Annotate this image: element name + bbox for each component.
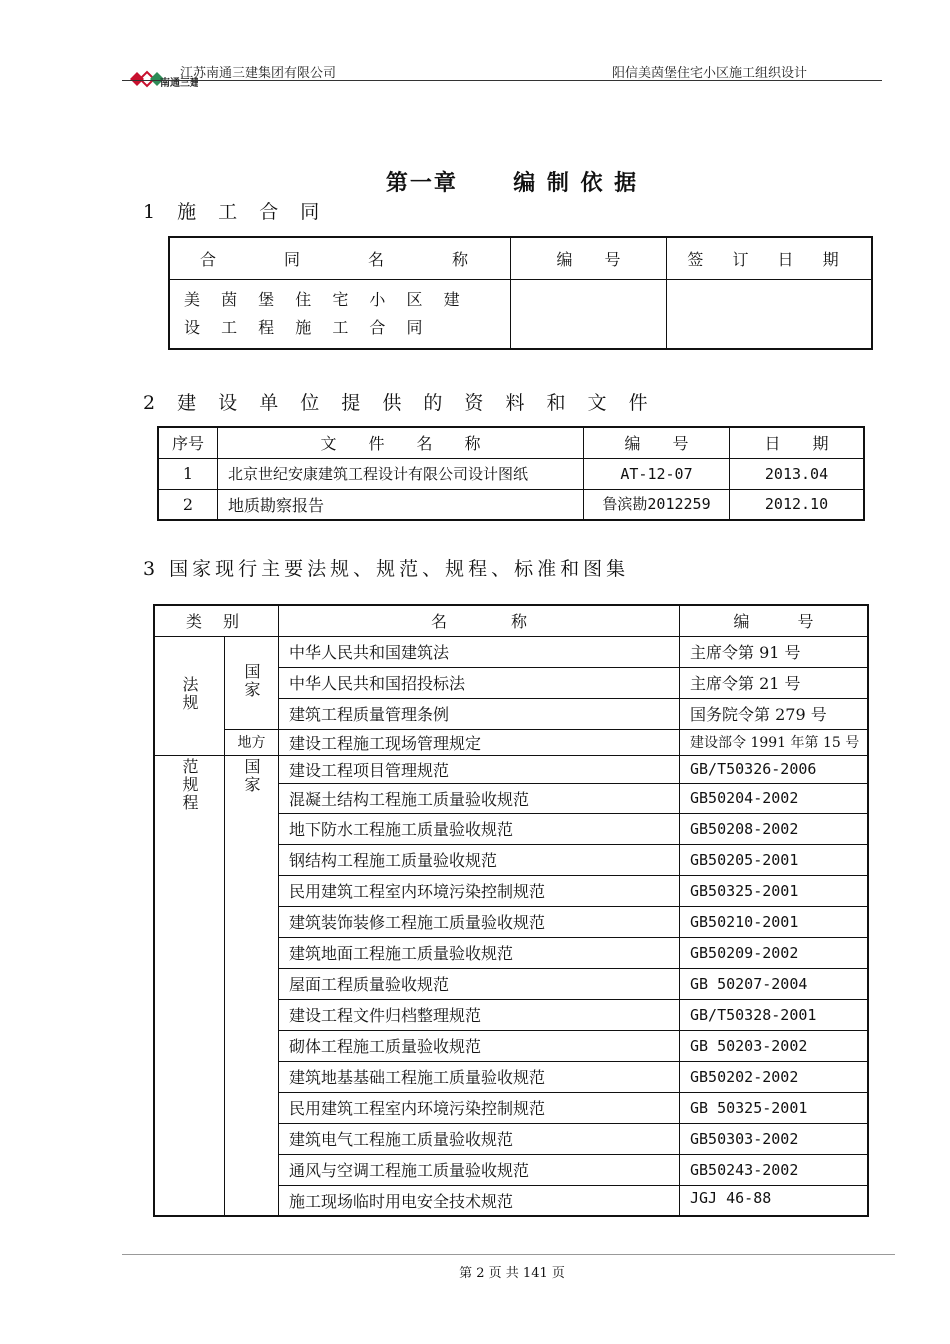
- reg-name: 通风与空调工程施工质量验收规范: [279, 1154, 680, 1185]
- header-cell: 编 号: [511, 237, 667, 279]
- category-law: 法规: [154, 636, 225, 755]
- section-3-title: 3 国家现行主要法规、规范、规程、标准和图集: [143, 558, 630, 580]
- header-cell: 名 称: [279, 605, 680, 636]
- reg-number: GB 50207-2004: [680, 968, 869, 999]
- reg-name: 建设工程施工现场管理规定: [279, 729, 680, 755]
- reg-number: 国务院令第 279 号: [680, 698, 869, 729]
- reg-number: GB50243-2002: [680, 1154, 869, 1185]
- page-number: 第 2 页 共 141 页: [459, 1266, 565, 1281]
- header-cell: 编 号: [680, 605, 869, 636]
- header-cell: 日 期: [730, 427, 865, 458]
- subcategory-local: 地方: [225, 729, 279, 755]
- reg-number: GB50202-2002: [680, 1061, 869, 1092]
- reg-number: GB/T50328-2001: [680, 999, 869, 1030]
- reg-number: GB50204-2002: [680, 783, 869, 813]
- reg-name: 建筑工程质量管理条例: [279, 698, 680, 729]
- header-project: 阳信美茵堡住宅小区施工组织设计: [612, 66, 808, 81]
- reg-number: GB50205-2001: [680, 844, 869, 875]
- table-row: [158, 458, 864, 489]
- reg-name: 砌体工程施工质量验收规范: [279, 1030, 680, 1061]
- documents-table: [157, 426, 865, 521]
- contract-name-cell: 美 茵 堡 住 宅 小 区 建 设 工 程 施 工 合 同: [169, 279, 511, 349]
- reg-number: GB50303-2002: [680, 1123, 869, 1154]
- reg-name: 施工现场临时用电安全技术规范: [279, 1185, 680, 1216]
- regulations-table: [153, 604, 869, 1217]
- row-index: 1: [158, 458, 218, 489]
- reg-name: 建筑地面工程施工质量验收规范: [279, 937, 680, 968]
- contract-table: [168, 236, 873, 350]
- reg-number: 建设部令 1991 年第 15 号: [680, 729, 869, 755]
- reg-name: 钢结构工程施工质量验收规范: [279, 844, 680, 875]
- subcategory-national: 国家: [225, 755, 279, 1216]
- reg-number: GB50209-2002: [680, 937, 869, 968]
- reg-number: GB/T50326-2006: [680, 755, 869, 783]
- doc-name: 地质勘察报告: [218, 489, 584, 520]
- table-row: [158, 489, 864, 520]
- reg-name: 建设工程项目管理规范: [279, 755, 680, 783]
- reg-name: 民用建筑工程室内环境污染控制规范: [279, 1092, 680, 1123]
- reg-name: 地下防水工程施工质量验收规范: [279, 813, 680, 844]
- reg-name: 建筑装饰装修工程施工质量验收规范: [279, 906, 680, 937]
- footer-divider: [122, 1254, 895, 1255]
- header-divider: [122, 80, 882, 81]
- header-company: 江苏南通三建集团有限公司: [180, 66, 337, 81]
- chapter-title: [0, 166, 950, 197]
- reg-number: GB50210-2001: [680, 906, 869, 937]
- header-cell: 文 件 名 称: [218, 427, 584, 458]
- doc-number: 鲁滨勘2012259: [584, 489, 730, 520]
- reg-name: 建设工程文件归档整理规范: [279, 999, 680, 1030]
- reg-number: GB 50325-2001: [680, 1092, 869, 1123]
- header-cell: 类 别: [154, 605, 279, 636]
- section-2-title: 2 建 设 单 位 提 供 的 资 料 和 文 件: [143, 392, 656, 414]
- reg-name: 中华人民共和国建筑法: [279, 636, 680, 667]
- reg-name: 中华人民共和国招投标法: [279, 667, 680, 698]
- subcategory-national: 国家: [225, 636, 279, 729]
- logo-text: 南通三建: [160, 78, 198, 89]
- category-spec: 范规程: [154, 755, 225, 1216]
- contract-date-cell: [667, 279, 873, 349]
- header-cell: 签 订 日 期: [667, 237, 873, 279]
- reg-number: GB 50203-2002: [680, 1030, 869, 1061]
- reg-name: 建筑地基基础工程施工质量验收规范: [279, 1061, 680, 1092]
- reg-name: 混凝土结构工程施工质量验收规范: [279, 783, 680, 813]
- chapter-number: 第一章: [385, 170, 458, 196]
- section-1-title: 1 施 工 合 同: [143, 201, 328, 223]
- contract-number-cell: [511, 279, 667, 349]
- reg-number: 主席令第 21 号: [680, 667, 869, 698]
- header-cell: 编 号: [584, 427, 730, 458]
- reg-name: 建筑电气工程施工质量验收规范: [279, 1123, 680, 1154]
- reg-number: GB50325-2001: [680, 875, 869, 906]
- chapter-subtitle: 编 制 依 据: [513, 170, 639, 196]
- header-cell: 序号: [158, 427, 218, 458]
- reg-name: 民用建筑工程室内环境污染控制规范: [279, 875, 680, 906]
- reg-number: GB50208-2002: [680, 813, 869, 844]
- reg-number: JGJ 46-88: [680, 1185, 869, 1216]
- header-cell: 合 同 名 称: [169, 237, 511, 279]
- doc-date: 2012.10: [730, 489, 865, 520]
- doc-number: AT-12-07: [584, 458, 730, 489]
- doc-name: 北京世纪安康建筑工程设计有限公司设计图纸: [218, 458, 584, 489]
- reg-name: 屋面工程质量验收规范: [279, 968, 680, 999]
- row-index: 2: [158, 489, 218, 520]
- reg-number: 主席令第 91 号: [680, 636, 869, 667]
- doc-date: 2013.04: [730, 458, 865, 489]
